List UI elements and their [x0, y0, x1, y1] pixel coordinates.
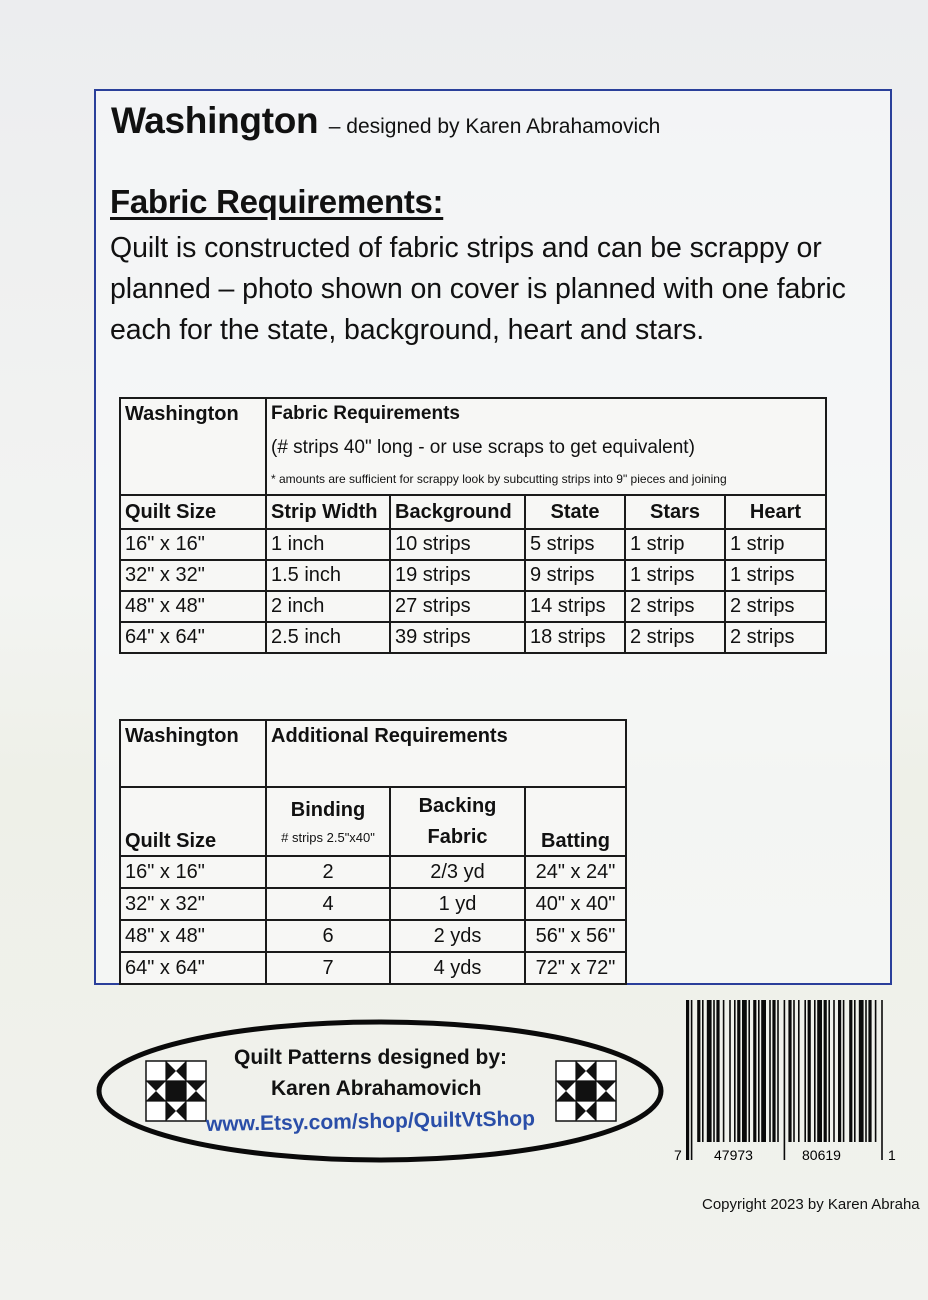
column-header: Stars [625, 495, 725, 529]
title-line [111, 100, 660, 142]
table-cell: 27 strips [390, 591, 525, 622]
column-header: Quilt Size [120, 495, 266, 529]
table-cell: 32" x 32" [120, 560, 266, 591]
barcode-bar [761, 1000, 766, 1142]
backing-header-cell [390, 787, 525, 856]
table-cell: 14 strips [525, 591, 625, 622]
copyright-notice: Copyright 2023 by Karen Abraha [702, 1196, 920, 1213]
table-cell: 4 [266, 888, 390, 920]
table-cell: 2 strips [725, 622, 826, 653]
table-row [120, 622, 826, 653]
barcode-bar [697, 1000, 700, 1142]
table-row [120, 888, 626, 920]
table-cell: 1.5 inch [266, 560, 390, 591]
column-header: Background [390, 495, 525, 529]
barcode-digit-right: 1 [888, 1147, 896, 1163]
barcode-bar [881, 1000, 883, 1160]
table-cell: 2 [266, 856, 390, 888]
table-cell: 9 strips [525, 560, 625, 591]
table-cell: 72" x 72" [525, 952, 626, 984]
barcode-bar [793, 1000, 795, 1142]
table-cell: 16" x 16" [120, 529, 266, 560]
table-cell: 1 yd [390, 888, 525, 920]
barcode-bar [824, 1000, 827, 1142]
column-header: Fabric [427, 825, 488, 848]
table-title: Fabric Requirements [271, 403, 460, 424]
barcode-bar [859, 1000, 864, 1142]
table-cell: 1 inch [266, 529, 390, 560]
barcode-bar [748, 1000, 750, 1142]
table-cell: 48" x 48" [120, 591, 266, 622]
table-corner-label: Washington [120, 398, 266, 495]
column-header: Heart [725, 495, 826, 529]
column-header: Batting [525, 787, 626, 856]
table-column-header-row [120, 787, 626, 856]
barcode-bar [707, 1000, 712, 1142]
table-cell: 40" x 40" [525, 888, 626, 920]
table-subtitle: (# strips 40" long - or use scraps to get equivalent) [271, 437, 695, 458]
table-cell: 2 inch [266, 591, 390, 622]
table-row [120, 856, 626, 888]
table-cell: 2 strips [725, 591, 826, 622]
barcode-bar [865, 1000, 867, 1142]
barcode-bar [843, 1000, 845, 1142]
column-header: Backing [418, 794, 497, 817]
logo-text-line1: Quilt Patterns designed by: [234, 1046, 508, 1069]
barcode-bar [817, 1000, 822, 1142]
barcode [672, 998, 898, 1173]
additional-requirements-table [119, 719, 627, 985]
table-cell: 10 strips [390, 529, 525, 560]
quilt-block-icon [556, 1061, 616, 1121]
table-cell: 6 [266, 920, 390, 952]
barcode-bar [758, 1000, 760, 1142]
table-cell: 1 strips [725, 560, 826, 591]
barcode-bar [814, 1000, 816, 1142]
barcode-bar [737, 1000, 740, 1142]
table-cell: 7 [266, 952, 390, 984]
table-corner-label: Washington [120, 720, 266, 787]
barcode-bar [686, 1000, 689, 1160]
table-row [120, 952, 626, 984]
table-cell: 39 strips [390, 622, 525, 653]
table-row [120, 591, 826, 622]
binding-note: # strips 2.5"x40" [281, 829, 375, 845]
table-note: * amounts are sufficient for scrappy look by subcutting strips into 9" pieces and joining [271, 472, 727, 486]
table-header-row [120, 720, 626, 787]
table-cell: 5 strips [525, 529, 625, 560]
barcode-bar [742, 1000, 747, 1142]
binding-header-cell [266, 787, 390, 856]
column-header: Quilt Size [120, 787, 266, 856]
table-cell: 2 strips [625, 622, 725, 653]
table-cell: 19 strips [390, 560, 525, 591]
column-header: Strip Width [266, 495, 390, 529]
barcode-bar [723, 1000, 725, 1142]
barcode-group-2: 80619 [802, 1147, 841, 1163]
table-cell: 1 strip [725, 529, 826, 560]
barcode-bar [729, 1000, 731, 1142]
barcode-bar [713, 1000, 715, 1142]
table-cell: 32" x 32" [120, 888, 266, 920]
section-heading: Fabric Requirements: [110, 183, 444, 220]
table-cell: 1 strips [625, 560, 725, 591]
table-cell: 2/3 yd [390, 856, 525, 888]
table-cell: 2 yds [390, 920, 525, 952]
table-cell: 18 strips [525, 622, 625, 653]
logo-text-line2: Karen Abrahamovich [271, 1077, 482, 1100]
barcode-bar [788, 1000, 791, 1142]
fabric-requirements-table [119, 397, 827, 654]
table-cell: 64" x 64" [120, 952, 266, 984]
table-title: Additional Requirements [266, 720, 626, 787]
barcode-group-1: 47973 [714, 1147, 753, 1163]
table-title-cell [266, 398, 826, 495]
barcode-bar [868, 1000, 871, 1142]
column-header: Binding [290, 798, 366, 821]
barcode-bar [828, 1000, 830, 1142]
barcode-bars [686, 1000, 883, 1160]
table-cell: 48" x 48" [120, 920, 266, 952]
section-description: Quilt is constructed of fabric strips and can be scrappy or planned – photo shown on cover is planned with one fabric each for the state, background, heart and stars. [110, 232, 846, 346]
barcode-bar [777, 1000, 779, 1142]
barcode-bar [833, 1000, 835, 1142]
table-cell: 64" x 64" [120, 622, 266, 653]
table-cell: 1 strip [625, 529, 725, 560]
barcode-bar [716, 1000, 719, 1142]
barcode-bar [808, 1000, 811, 1142]
column-header: State [525, 495, 625, 529]
table-header-row [120, 398, 826, 495]
barcode-bar [702, 1000, 704, 1142]
barcode-bar [691, 1000, 693, 1160]
barcode-digit-left: 7 [674, 1147, 682, 1163]
page-title: Washington [111, 100, 319, 141]
table-cell: 2 strips [625, 591, 725, 622]
table-cell: 56" x 56" [525, 920, 626, 952]
barcode-bar [838, 1000, 841, 1142]
table-row [120, 560, 826, 591]
barcode-bar [734, 1000, 736, 1142]
barcode-bar [798, 1000, 800, 1142]
designer-credit: – designed by Karen Abrahamovich [328, 115, 661, 138]
shop-link[interactable]: www.Etsy.com/shop/QuiltVtShop [205, 1107, 536, 1136]
barcode-bar [804, 1000, 806, 1142]
barcode-bar [769, 1000, 771, 1142]
table-column-header-row [120, 495, 826, 529]
table-cell: 4 yds [390, 952, 525, 984]
barcode-bar [854, 1000, 856, 1142]
barcode-bar [875, 1000, 877, 1142]
barcode-bar [849, 1000, 852, 1142]
table-cell: 2.5 inch [266, 622, 390, 653]
table-row [120, 920, 626, 952]
table-cell: 16" x 16" [120, 856, 266, 888]
table-cell: 24" x 24" [525, 856, 626, 888]
barcode-bar [784, 1000, 786, 1160]
barcode-bar [753, 1000, 756, 1142]
barcode-bar [772, 1000, 775, 1142]
table-row [120, 529, 826, 560]
quilt-block-icon [146, 1061, 206, 1121]
